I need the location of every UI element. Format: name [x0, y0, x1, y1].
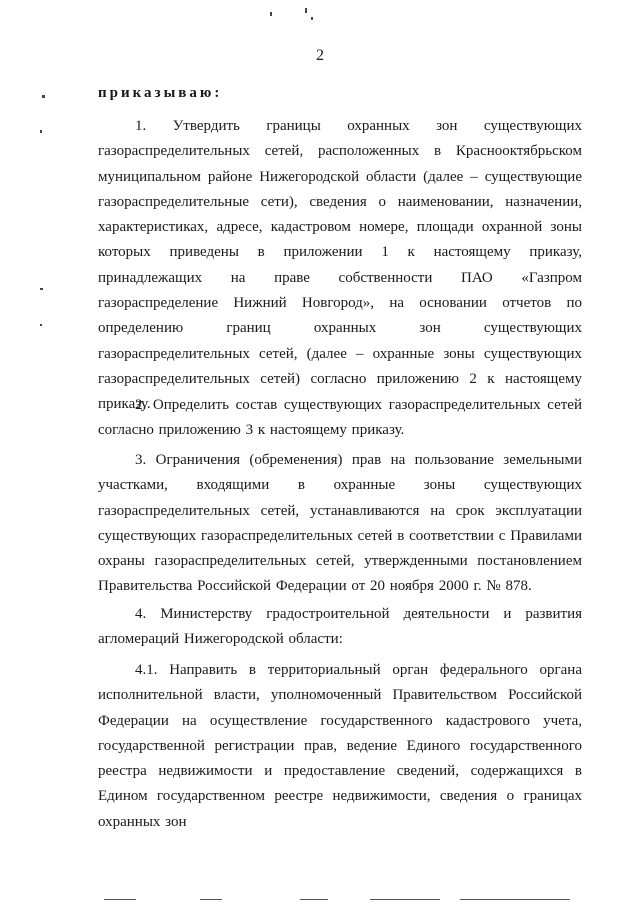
scan-speck: [311, 17, 313, 20]
scan-rule: [460, 899, 570, 900]
scan-speck: [42, 95, 45, 98]
scan-rule: [200, 899, 222, 900]
scan-rule: [300, 899, 328, 900]
paragraph-1: 1. Утвердить границы охранных зон существующих газораспределительных сетей, расположенных в Краснооктябрьском муниципальном районе Нижегородской области (далее – существующие газораспределительные сети), сведения о наименовании, назначении, характеристиках, адресе, кадастровом номере, площади охранной зоны которых приведены в приложении 1 к настоящему приказу, принадлежащих на праве собственности ПАО «Газпром газораспределение Нижний Новгород», на основании отчетов по определению границ охранных зон существующих газораспределительных сетей, (далее – охранные зоны существующих газораспределительных сетей) согласно приложению 2 к настоящему приказу.: [98, 118, 582, 413]
scan-speck: [40, 130, 42, 133]
order-heading: приказываю:: [98, 85, 223, 101]
paragraph-4: 4. Министерству градостроительной деятельности и развития агломераций Нижегородской области:: [98, 606, 582, 648]
scan-rule: [370, 899, 440, 900]
scan-rule: [104, 899, 136, 900]
scan-speck: [270, 12, 272, 16]
scan-speck: [40, 324, 42, 326]
scan-speck: [40, 288, 43, 290]
page-number: 2: [316, 47, 324, 64]
paragraph-2: 2. Определить состав существующих газораспределительных сетей согласно приложению 3 к настоящему приказу.: [98, 397, 582, 439]
paragraph-4-1: 4.1. Направить в территориальный орган федерального органа исполнительной власти, уполномоченный Правительством Российской Федерации на осуществление государственного кадастрового учета, государственной регистрации прав, ведение Единого государственного реестра недвижимости и предоставление сведений, содержащихся в Едином государственном реестре недвижимости, сведения о границах охранных зон: [98, 662, 582, 830]
scan-speck: [305, 8, 307, 13]
paragraph-3: 3. Ограничения (обременения) прав на пользование земельными участками, входящими в охранные зоны существующих газораспределительных сетей, устанавливаются на срок эксплуатации существующих газораспределительных сетей в соответствии с Правилами охраны газораспределительных сетей, утвержденными постановлением Правительства Российской Федерации от 20 ноября 2000 г. № 878.: [98, 452, 582, 595]
